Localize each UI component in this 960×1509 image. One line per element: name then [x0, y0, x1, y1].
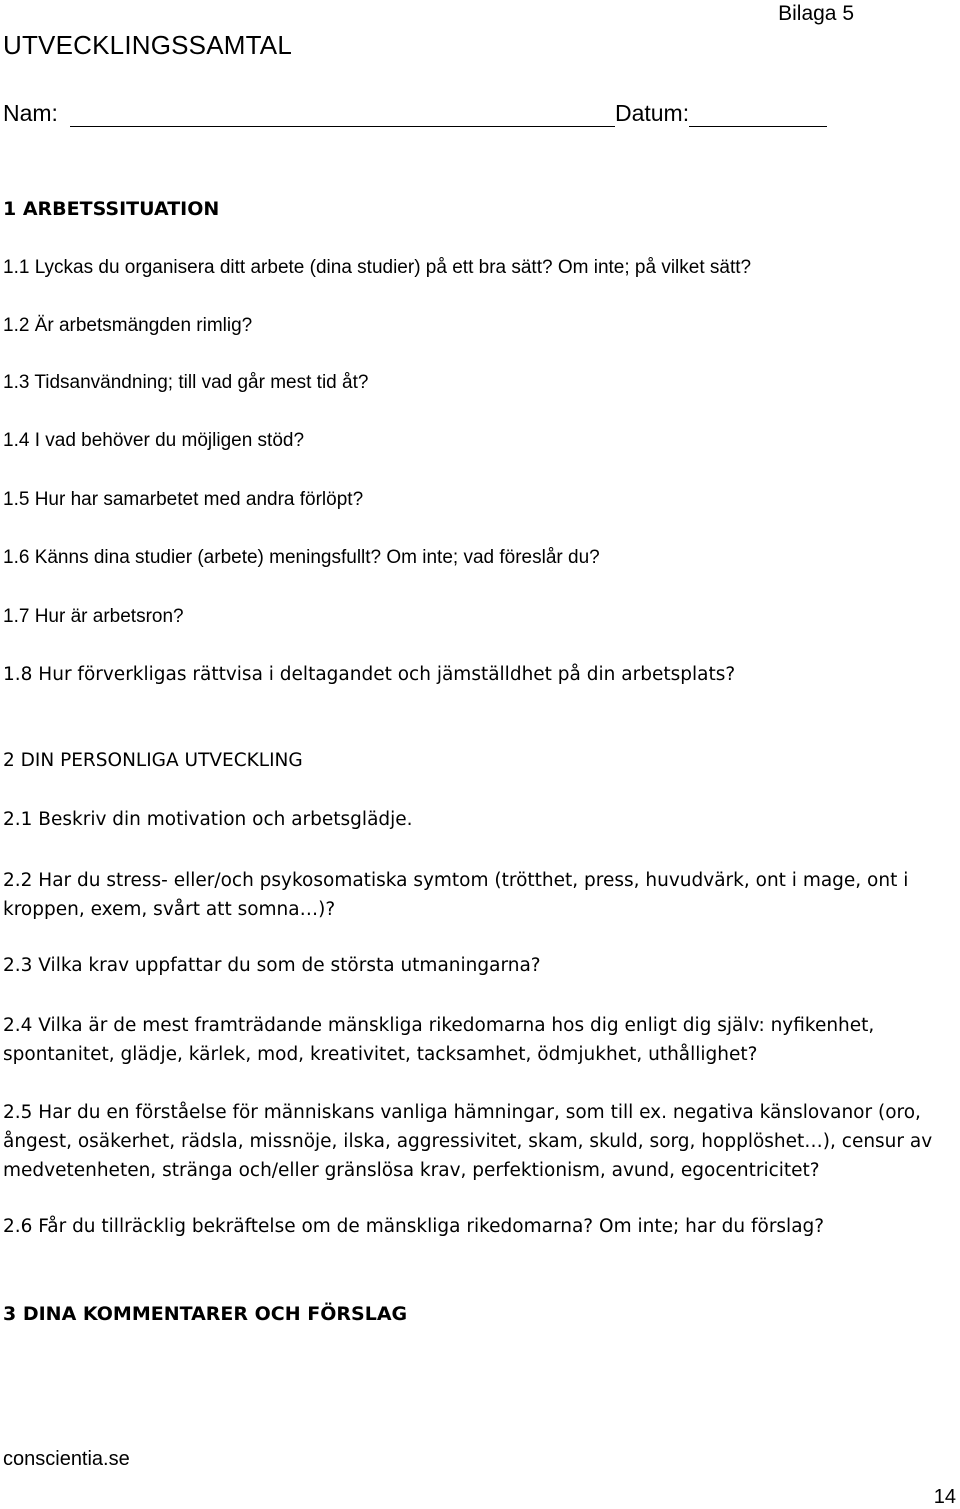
question-2-2: 2.2 Har du stress- eller/och psykosomatiska symtom (trötthet, press, huvudvärk, ont i mage, ont i kroppen, exem, svårt att somna…)?: [3, 870, 909, 920]
question-1-5: 1.5 Hur har samarbetet med andra förlöpt?: [3, 489, 364, 510]
question-1-8: 1.8 Hur förverkligas rättvisa i deltagandet och jämställdhet på din arbetsplats?: [3, 664, 736, 685]
page-title: UTVECKLINGSSAMTAL: [3, 30, 292, 60]
name-label: Nam:: [3, 100, 58, 126]
date-label: Datum:: [614, 100, 690, 126]
name-date-row: [3, 100, 827, 127]
question-1-2: 1.2 Är arbetsmängden rimlig?: [3, 315, 253, 336]
section-heading-personliga-utveckling: 2 DIN PERSONLIGA UTVECKLING: [3, 750, 303, 771]
appendix-label: Bilaga 5: [778, 2, 854, 25]
question-1-7: 1.7 Hur är arbetsron?: [3, 606, 184, 627]
question-2-6: 2.6 Får du tillräcklig bekräftelse om de mänskliga rikedomarna? Om inte; har du förslag?: [3, 1216, 825, 1237]
footer-link[interactable]: conscientia.se: [3, 1448, 130, 1470]
question-1-3: 1.3 Tidsanvändning; till vad går mest tid åt?: [3, 372, 369, 393]
date-field[interactable]: [689, 102, 827, 127]
question-1-4: 1.4 I vad behöver du möjligen stöd?: [3, 430, 305, 451]
question-1-6: 1.6 Känns dina studier (arbete) meningsfullt? Om inte; vad föreslår du?: [3, 547, 600, 568]
question-2-4: 2.4 Vilka är de mest framträdande mänskliga rikedomarna hos dig enligt dig själv: nyfikenhet, spontanitet, glädje, kärlek, mod, kreativitet, tacksamhet, ödmjukhet, uthållighet?: [3, 1015, 875, 1065]
name-field[interactable]: [70, 102, 615, 127]
section-heading-arbetssituation: 1 ARBETSSITUATION: [3, 198, 220, 220]
question-2-1: 2.1 Beskriv din motivation och arbetsglädje.: [3, 809, 413, 830]
section-heading-kommentarer: 3 DINA KOMMENTARER OCH FÖRSLAG: [3, 1303, 408, 1325]
question-1-1: 1.1 Lyckas du organisera ditt arbete (dina studier) på ett bra sätt? Om inte; på vilket sätt?: [3, 257, 752, 278]
question-2-5: 2.5 Har du en förståelse för människans vanliga hämningar, som till ex. negativa känslovanor (oro, ångest, osäkerhet, rädsla, missnöje, ilska, aggressivitet, skam, skuld, sorg, hopplöshet…), censur av medvetenheten, stränga och/eller gränslösa krav, perfektionism, avund, egocentricitet?: [3, 1102, 933, 1181]
page-number: 14: [933, 1486, 956, 1508]
question-2-3: 2.3 Vilka krav uppfattar du som de största utmaningarna?: [3, 955, 541, 976]
